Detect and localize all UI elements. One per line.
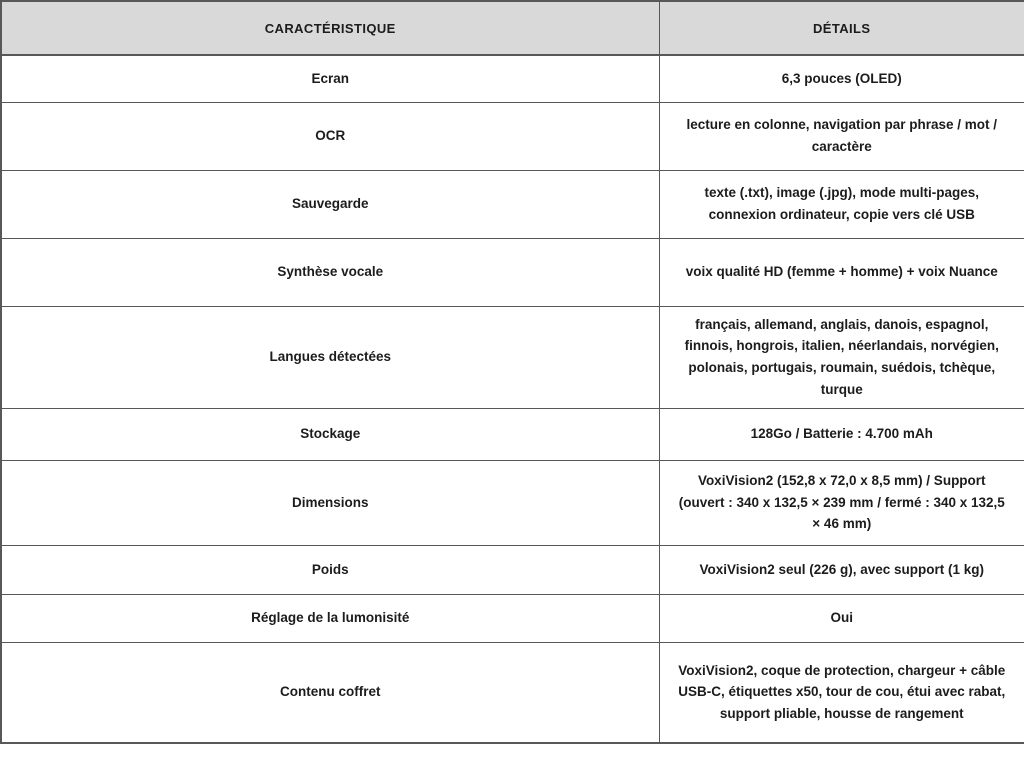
table-row-langues-detectees bbox=[1, 306, 1024, 408]
column-header-details: DÉTAILS bbox=[659, 1, 1024, 55]
header-row bbox=[1, 1, 1024, 55]
table-row-reglage-lumonisite bbox=[1, 594, 1024, 642]
feature-cell: Réglage de la lumonisité bbox=[1, 594, 659, 642]
table-row-sauvegarde bbox=[1, 170, 1024, 238]
table-row-poids bbox=[1, 545, 1024, 594]
details-cell: 128Go / Batterie : 4.700 mAh bbox=[659, 408, 1024, 460]
details-cell: voix qualité HD (femme + homme) + voix Nuance bbox=[659, 238, 1024, 306]
details-cell: français, allemand, anglais, danois, espagnol, finnois, hongrois, italien, néerlandais, norvégien, polonais, portugais, roumain, suédois, tchèque, turque bbox=[659, 306, 1024, 408]
details-cell: VoxiVision2, coque de protection, chargeur + câble USB-C, étiquettes x50, tour de cou, étui avec rabat, support pliable, housse de rangement bbox=[659, 642, 1024, 743]
column-header-caracteristique: CARACTÉRISTIQUE bbox=[1, 1, 659, 55]
feature-cell: Contenu coffret bbox=[1, 642, 659, 743]
details-cell: Oui bbox=[659, 594, 1024, 642]
details-cell: VoxiVision2 seul (226 g), avec support (1 kg) bbox=[659, 545, 1024, 594]
table-row-ocr bbox=[1, 102, 1024, 170]
table-row-contenu-coffret bbox=[1, 642, 1024, 743]
table-row-synthese-vocale bbox=[1, 238, 1024, 306]
table-row-stockage bbox=[1, 408, 1024, 460]
details-cell: 6,3 pouces (OLED) bbox=[659, 55, 1024, 102]
feature-cell: OCR bbox=[1, 102, 659, 170]
details-cell: VoxiVision2 (152,8 x 72,0 x 8,5 mm) / Support (ouvert : 340 x 132,5 × 239 mm / fermé : 340 x 132,5 × 46 mm) bbox=[659, 460, 1024, 545]
details-cell: texte (.txt), image (.jpg), mode multi-pages, connexion ordinateur, copie vers clé USB bbox=[659, 170, 1024, 238]
feature-cell: Dimensions bbox=[1, 460, 659, 545]
feature-cell: Stockage bbox=[1, 408, 659, 460]
table-row-ecran bbox=[1, 55, 1024, 102]
feature-cell: Synthèse vocale bbox=[1, 238, 659, 306]
feature-cell: Sauvegarde bbox=[1, 170, 659, 238]
feature-cell: Langues détectées bbox=[1, 306, 659, 408]
table-row-dimensions bbox=[1, 460, 1024, 545]
details-cell: lecture en colonne, navigation par phrase / mot / caractère bbox=[659, 102, 1024, 170]
feature-cell: Ecran bbox=[1, 55, 659, 102]
feature-cell: Poids bbox=[1, 545, 659, 594]
